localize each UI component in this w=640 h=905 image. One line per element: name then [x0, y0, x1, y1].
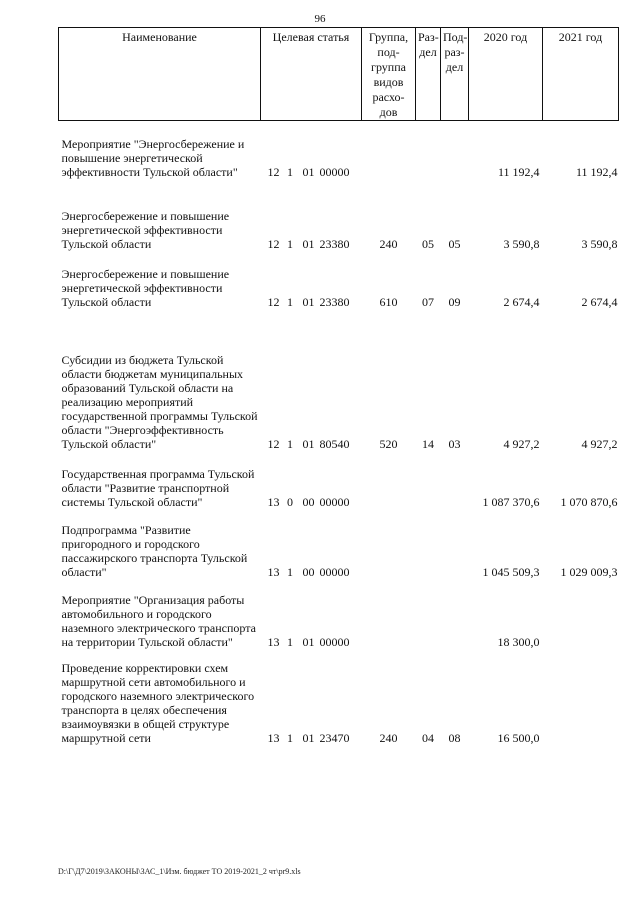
target-article-part: 00000	[319, 494, 350, 509]
target-article-part: 00000	[319, 164, 350, 179]
row-subsection	[441, 579, 469, 649]
header-2021: 2021 год	[543, 28, 619, 121]
row-amount-2020: 11 192,4	[497, 164, 540, 179]
target-article-part: 23380	[319, 294, 350, 309]
row-subsection: 03	[448, 436, 461, 451]
row-group	[362, 509, 416, 579]
row-target-article	[261, 649, 362, 745]
row-target-article	[261, 579, 362, 649]
target-article-part: 23470	[319, 730, 350, 745]
target-article-part: 1	[287, 294, 293, 309]
row-name: Энергосбережение и повышение энергетической эффективности Тульской области	[61, 208, 230, 251]
row-amount-2021: 11 192,4	[575, 164, 618, 179]
footer-file-path: D:\Г\Д7\2019\ЗАКОНЫ\ЗАС_1\Изм. бюджет ТО 2019-2021_2 чт\pr9.xls	[58, 867, 301, 876]
target-article-part: 12	[267, 436, 280, 451]
target-article-part: 00000	[319, 634, 350, 649]
row-amount-2020: 4 927,2	[503, 436, 540, 451]
row-name: Мероприятие "Организация работы автомобильного и городского наземного электрического транспорта на территории Тульской области"	[61, 592, 256, 649]
header-2020: 2020 год	[469, 28, 543, 121]
row-section: 14	[422, 436, 434, 451]
header-name: Наименование	[59, 28, 261, 121]
target-article-part: 01	[302, 236, 315, 251]
row-group	[362, 121, 416, 179]
row-amount-2021: 2 674,4	[581, 294, 618, 309]
target-article-part: 01	[302, 634, 315, 649]
table-row	[59, 451, 619, 509]
row-section: 07	[422, 294, 434, 309]
row-amount-2021	[543, 649, 619, 745]
row-group: 240	[379, 236, 398, 251]
target-article-part: 1	[287, 634, 293, 649]
header-subsection: Под- раз- дел	[441, 28, 469, 121]
row-section	[416, 509, 441, 579]
target-article-part: 1	[287, 436, 293, 451]
target-article-part: 01	[302, 294, 315, 309]
target-article-part: 1	[287, 164, 293, 179]
target-article-part: 1	[287, 236, 293, 251]
row-amount-2020: 1 087 370,6	[482, 494, 540, 509]
target-article-part: 1	[287, 730, 293, 745]
row-name: Проведение корректировки схем маршрутной сети автомобильного и городского наземного электрического транспорта в целях обеспечения взаимоувязки в общей структуре маршрутной сети	[61, 660, 255, 745]
row-amount-2021: 1 070 870,6	[560, 494, 618, 509]
row-section	[416, 579, 441, 649]
row-target-article	[261, 309, 362, 451]
row-target-article	[261, 509, 362, 579]
table-row	[59, 649, 619, 745]
table-row	[59, 179, 619, 251]
header-target-article: Целевая статья	[261, 28, 362, 121]
target-article-part: 13	[267, 564, 280, 579]
target-article-part: 01	[302, 730, 315, 745]
target-article-part: 13	[267, 634, 280, 649]
row-group: 610	[379, 294, 398, 309]
table-row	[59, 309, 619, 451]
row-amount-2020: 16 500,0	[497, 730, 540, 745]
row-amount-2020: 2 674,4	[503, 294, 540, 309]
target-article-part: 00000	[319, 564, 350, 579]
row-amount-2020: 3 590,8	[503, 236, 540, 251]
row-group: 240	[379, 730, 398, 745]
table-row	[59, 121, 619, 179]
table-row	[59, 251, 619, 309]
row-subsection	[441, 509, 469, 579]
table-header-row	[59, 28, 619, 121]
table-row	[59, 509, 619, 579]
table-row	[59, 579, 619, 649]
row-name: Государственная программа Тульской области "Развитие транспортной системы Тульской области"	[61, 466, 255, 509]
target-article-part: 00	[302, 494, 315, 509]
row-subsection: 08	[448, 730, 461, 745]
row-name: Подпрограмма "Развитие пригородного и городского пассажирского транспорта Тульской области"	[61, 522, 248, 579]
row-name: Мероприятие "Энергосбережение и повышение энергетической эффективности Тульской области"	[61, 136, 245, 179]
row-name: Энергосбережение и повышение энергетической эффективности Тульской области	[61, 266, 230, 309]
target-article-part: 12	[267, 294, 280, 309]
row-subsection: 05	[448, 236, 461, 251]
target-article-part: 80540	[319, 436, 350, 451]
row-group	[362, 451, 416, 509]
row-section	[416, 451, 441, 509]
row-amount-2021: 4 927,2	[581, 436, 618, 451]
row-amount-2021	[543, 579, 619, 649]
row-group: 520	[379, 436, 398, 451]
row-target-article	[261, 251, 362, 309]
row-amount-2020: 18 300,0	[497, 634, 540, 649]
page-number: 96	[314, 13, 326, 25]
budget-table	[58, 27, 619, 745]
row-section: 04	[422, 730, 434, 745]
row-subsection	[441, 451, 469, 509]
row-amount-2021: 3 590,8	[581, 236, 618, 251]
target-article-part: 0	[287, 494, 293, 509]
target-article-part: 23380	[319, 236, 350, 251]
target-article-part: 01	[302, 436, 315, 451]
row-target-article	[261, 179, 362, 251]
target-article-part: 01	[302, 164, 315, 179]
row-amount-2021: 1 029 009,3	[560, 564, 618, 579]
row-target-article	[261, 121, 362, 179]
row-group	[362, 579, 416, 649]
target-article-part: 12	[267, 164, 280, 179]
target-article-part: 00	[302, 564, 315, 579]
target-article-part: 13	[267, 730, 280, 745]
target-article-part: 1	[287, 564, 293, 579]
row-section	[416, 121, 441, 179]
header-section: Раз- дел	[416, 28, 441, 121]
row-target-article	[261, 451, 362, 509]
target-article-part: 12	[267, 236, 280, 251]
row-section: 05	[422, 236, 434, 251]
row-subsection	[441, 121, 469, 179]
row-amount-2020: 1 045 509,3	[482, 564, 540, 579]
row-name: Субсидии из бюджета Тульской области бюджетам муниципальных образований Тульской области на реализацию мероприятий государственной программы Тульской области "Энергоэффективность Тульской области"	[61, 352, 258, 451]
header-group: Группа, под- группа видов расхо- дов	[362, 28, 416, 121]
target-article-part: 13	[267, 494, 280, 509]
row-subsection: 09	[448, 294, 461, 309]
